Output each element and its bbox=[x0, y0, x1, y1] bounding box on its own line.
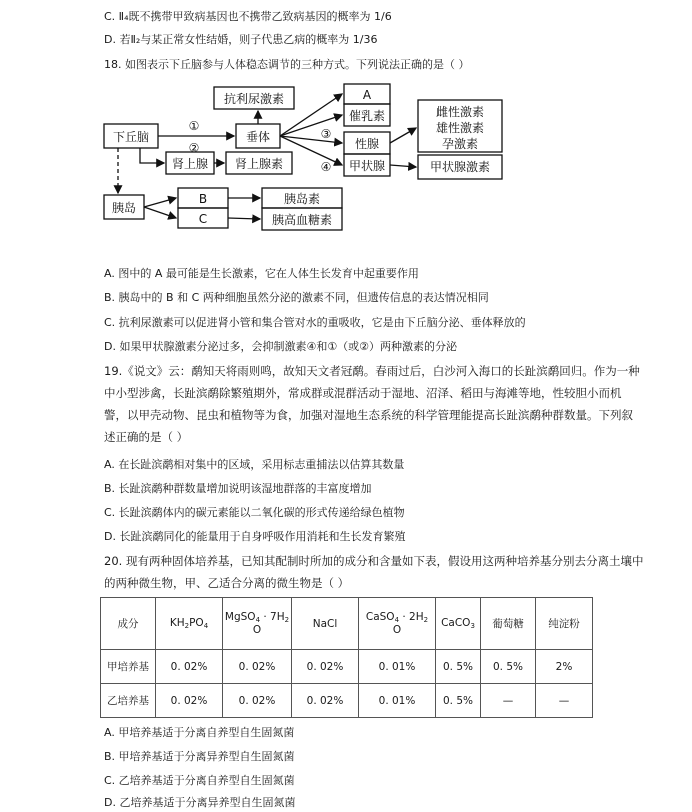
label-islet: 胰岛 bbox=[111, 201, 137, 215]
q19-option-a: A. 在长趾滨鹬相对集中的区域，采用标志重捕法以估算其数量 bbox=[104, 458, 405, 471]
table-row bbox=[101, 684, 593, 718]
table-cell: 0. 01% bbox=[359, 650, 436, 684]
header-cell: CaCO$_3$ bbox=[436, 598, 481, 650]
box-islet bbox=[104, 195, 144, 219]
table-cell: 甲培养基 bbox=[101, 650, 156, 684]
table-cell: 0. 02% bbox=[223, 684, 292, 718]
label-thyroid: 甲状腺 bbox=[348, 159, 386, 173]
q20-option-b: B. 甲培养基适于分离异养型自生固氮菌 bbox=[104, 750, 295, 763]
box-pituitary bbox=[236, 124, 280, 148]
box-prolactin bbox=[344, 104, 390, 126]
box-thyroid bbox=[344, 154, 390, 176]
box-adrenal bbox=[166, 152, 214, 174]
q19-stem: 19.《说文》云：鹬知天将雨则鸣，故知天文者冠鹬。春雨过后，白沙河入海口的长趾滨鹬回归。作为一种中小型涉禽，长趾滨鹬除繁殖期外，常成群或混群活动于湿地、沼泽、稻田与海滩等地，性较胆小而机警，以甲壳动物、昆虫和植物等为食，加强对湿地生态系统的科学管理能提高长趾滨鹬种群数量。下列叙述正确的是（ ） bbox=[104, 364, 640, 444]
label-c: C bbox=[198, 212, 208, 226]
q18-option-c: C. 抗利尿激素可以促进肾小管和集合管对水的重吸收，它是由下丘脑分泌、垂体释放的 bbox=[104, 316, 526, 329]
q19-option-b: B. 长趾滨鹬种群数量增加说明该湿地群落的丰富度增加 bbox=[104, 482, 372, 495]
label-adh: 抗利尿激素 bbox=[223, 92, 285, 106]
table-cell: 0. 5% bbox=[436, 684, 481, 718]
header-cell: NaCl bbox=[292, 598, 359, 650]
table-cell: — bbox=[481, 684, 536, 718]
table-cell: 2% bbox=[536, 650, 593, 684]
table-cell: 0. 5% bbox=[436, 650, 481, 684]
table-cell: 0. 01% bbox=[359, 684, 436, 718]
box-insulin bbox=[262, 188, 342, 208]
header-cell: MgSO$_4$ · $7H_2$ O bbox=[223, 598, 292, 650]
label-pituitary: 垂体 bbox=[245, 130, 271, 144]
box-hypothalamus bbox=[104, 124, 158, 148]
mark-1: ① bbox=[188, 119, 200, 133]
header-cell: 成分 bbox=[101, 598, 156, 650]
box-adrenaline bbox=[226, 152, 292, 174]
label-glucagon: 胰高血糖素 bbox=[271, 213, 333, 227]
label-gonad: 性腺 bbox=[354, 137, 380, 151]
label-insulin: 胰岛素 bbox=[283, 192, 321, 206]
table-cell: — bbox=[536, 684, 593, 718]
table-header-row bbox=[101, 598, 593, 650]
header-cell: CaSO$_4$ · $2H_2$ O bbox=[359, 598, 436, 650]
table-cell: 0. 02% bbox=[156, 684, 223, 718]
label-b: B bbox=[198, 192, 208, 206]
q18-stem: 18. 如图表示下丘脑参与人体稳态调节的三种方式。下列说法正确的是（ ） bbox=[104, 58, 470, 71]
label-thyroid-hormone: 甲状腺激素 bbox=[429, 160, 491, 174]
table-cell: 0. 02% bbox=[292, 684, 359, 718]
mark-2: ② bbox=[188, 141, 200, 155]
label-adrenaline: 肾上腺素 bbox=[234, 157, 284, 171]
q19-option-d: D. 长趾滨鹬同化的能量用于自身呼吸作用消耗和生长发育繁殖 bbox=[104, 530, 406, 543]
label-estrogen: 雌性激素 bbox=[435, 105, 485, 119]
box-gonad bbox=[344, 132, 390, 154]
label-a: A bbox=[362, 88, 372, 102]
mark-4: ④ bbox=[320, 160, 332, 174]
header-cell: $KH_2PO_4$ bbox=[156, 598, 223, 650]
medium-composition-table bbox=[100, 597, 593, 718]
box-sex-hormones bbox=[418, 100, 502, 152]
table-cell: 0. 5% bbox=[481, 650, 536, 684]
table-row bbox=[101, 650, 593, 684]
q20-option-a: A. 甲培养基适于分离自养型自生固氮菌 bbox=[104, 726, 295, 739]
box-b bbox=[178, 188, 228, 208]
q19-option-c: C. 长趾滨鹬体内的碳元素能以二氧化碳的形式传递给绿色植物 bbox=[104, 506, 405, 519]
label-adrenal: 肾上腺 bbox=[171, 157, 209, 171]
label-androgen: 雄性激素 bbox=[435, 121, 485, 135]
table-cell: 0. 02% bbox=[292, 650, 359, 684]
box-adh bbox=[214, 87, 294, 109]
label-prolactin: 催乳素 bbox=[348, 109, 386, 123]
q20-option-c: C. 乙培养基适于分离自养型自生固氮菌 bbox=[104, 774, 295, 787]
box-a bbox=[344, 84, 390, 104]
q20-stem: 20. 现有两种固体培养基，已知其配制时所加的成分和含量如下表，假设用这两种培养基分别去分离土壤中的两种微生物，甲、乙适合分离的微生物是（ ） bbox=[104, 554, 644, 590]
q18-option-a: A. 图中的 A 最可能是生长激素，它在人体生长发育中起重要作用 bbox=[104, 267, 419, 280]
box-thyroid-hormone bbox=[418, 155, 502, 179]
mark-3: ③ bbox=[320, 127, 332, 141]
box-c bbox=[178, 208, 228, 228]
label-hypothalamus: 下丘脑 bbox=[112, 130, 150, 144]
table-cell: 乙培养基 bbox=[101, 684, 156, 718]
table-cell: 0. 02% bbox=[156, 650, 223, 684]
q17-option-c: C. Ⅱ₄既不携带甲致病基因也不携带乙致病基因的概率为 1/6 bbox=[104, 10, 392, 23]
q18-option-b: B. 胰岛中的 B 和 C 两种细胞虽然分泌的激素不同，但遗传信息的表达情况相同 bbox=[104, 291, 489, 304]
table-cell: 0. 02% bbox=[223, 650, 292, 684]
q20-option-d: D. 乙培养基适于分离异养型自生固氮菌 bbox=[104, 796, 296, 809]
header-cell: 纯淀粉 bbox=[536, 598, 593, 650]
box-glucagon bbox=[262, 208, 342, 230]
q18-option-d: D. 如果甲状腺激素分泌过多，会抑制激素④和①（或②）两种激素的分泌 bbox=[104, 340, 458, 353]
header-cell: 葡萄糖 bbox=[481, 598, 536, 650]
q17-option-d: D. 若Ⅱ₂与某正常女性结婚，则子代患乙病的概率为 1/36 bbox=[104, 33, 378, 46]
label-progestin: 孕激素 bbox=[441, 137, 479, 151]
